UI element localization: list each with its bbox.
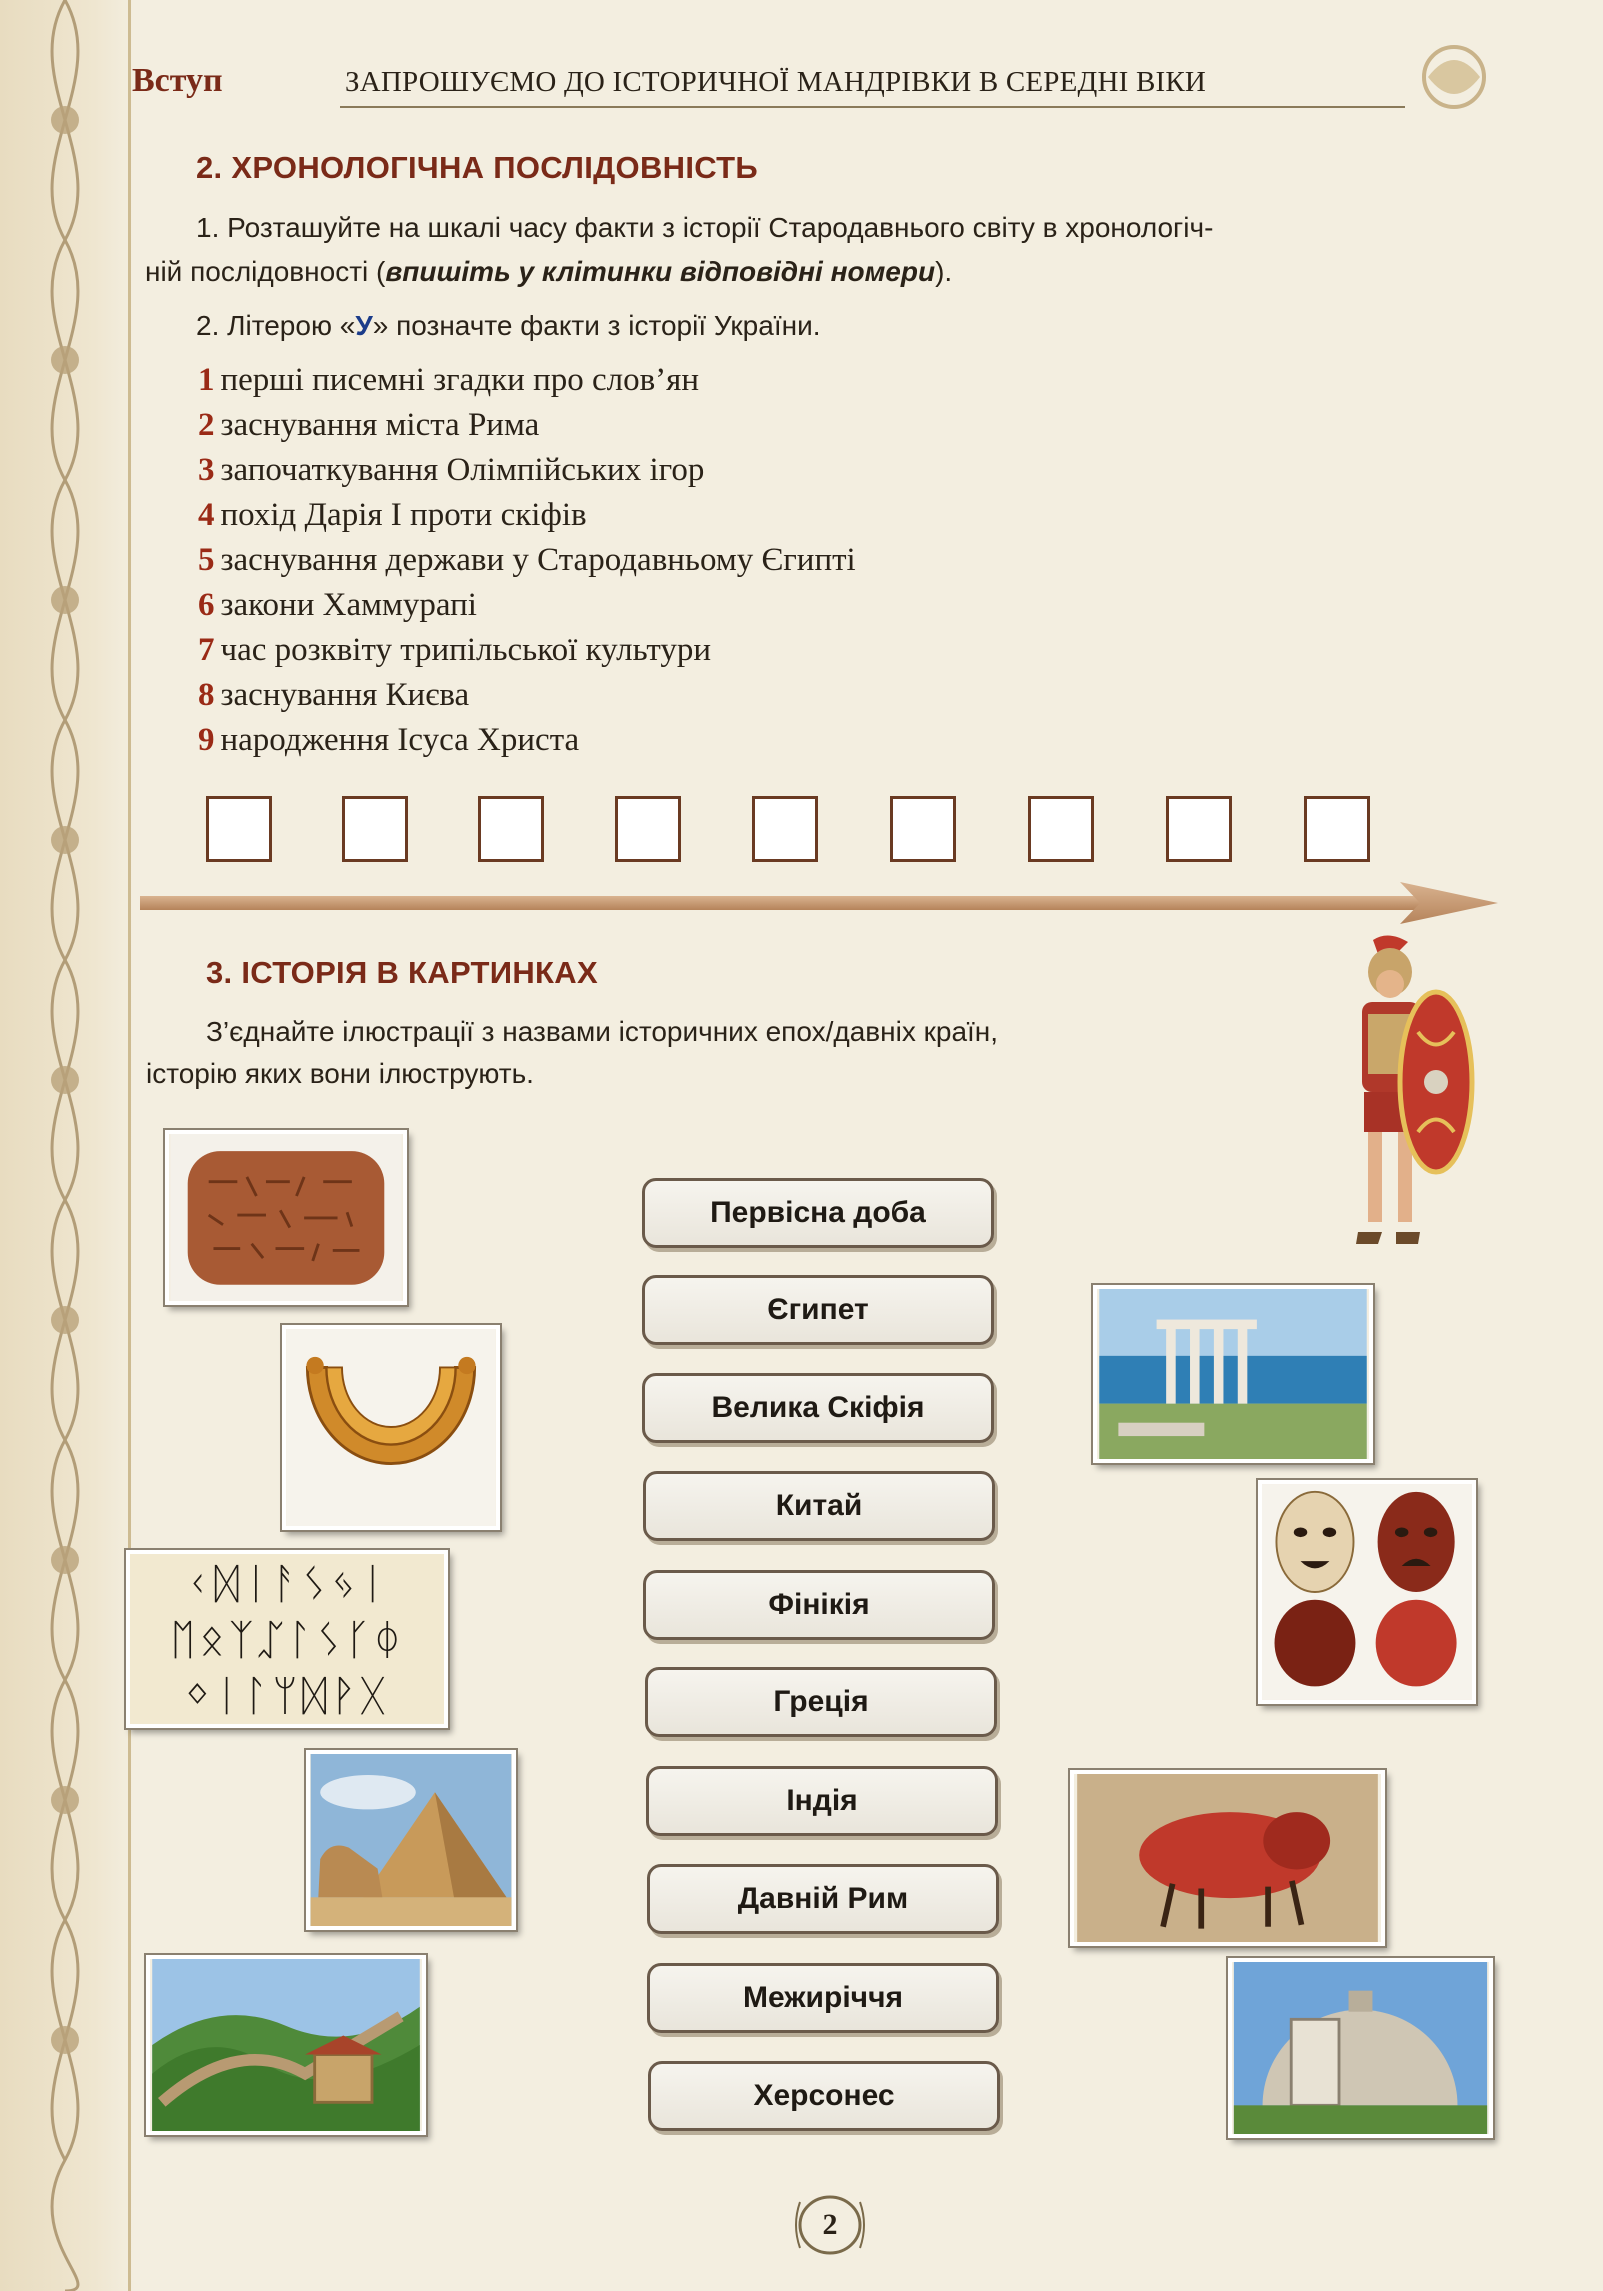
fact-number: 3: [198, 452, 215, 488]
great-wall-image[interactable]: [146, 1955, 426, 2135]
task2-letter: У: [355, 310, 373, 341]
label-button-7[interactable]: Індія: [646, 1766, 998, 1836]
fact-number: 4: [198, 497, 215, 533]
label-button-6[interactable]: Греція: [645, 1667, 997, 1737]
task1-line1: 1. Розташуйте на шкалі часу факти з історії Стародавнього світу в хронологіч-: [196, 212, 1214, 243]
fact-text: закони Хаммурапі: [220, 587, 477, 623]
fact-text: заснування держави у Стародавньому Єгипті: [220, 542, 856, 578]
header-section: Вступ: [132, 62, 223, 99]
label-button-3[interactable]: Велика Скіфія: [642, 1373, 994, 1443]
task1-italic: впишіть у клітинки відповідні номери: [385, 256, 936, 287]
task1-text: ній послідовності (: [145, 256, 386, 287]
emblem-icon: [1408, 38, 1500, 116]
label-button-2[interactable]: Єгипет: [642, 1275, 994, 1345]
fact-text: заснування Києва: [220, 677, 470, 713]
great-wall-icon: [150, 1959, 422, 2131]
task2-text-end: » позначте факти з історії України.: [372, 310, 821, 341]
pectoral-icon: [286, 1329, 496, 1526]
timeline-box-2[interactable]: [342, 796, 408, 862]
fact-text: започаткування Олімпійських ігор: [220, 452, 705, 488]
fact-number: 5: [198, 542, 215, 578]
timeline-arrow-icon: [140, 880, 1500, 930]
timeline-box-4[interactable]: [615, 796, 681, 862]
list-item: [198, 538, 856, 583]
fact-number: 6: [198, 587, 215, 623]
fact-text: похід Дарія І проти скіфів: [220, 497, 587, 533]
clay-tablet-icon: [169, 1134, 403, 1301]
label-button-10[interactable]: Херсонес: [648, 2061, 1000, 2131]
alphabet-row: ᛜᛁᛚᛘᛞᚹᚷ: [184, 1671, 390, 1720]
decorative-border: [0, 0, 135, 2291]
header-rule: [340, 106, 1405, 108]
section3-title: 3. ІСТОРІЯ В КАРТИНКАХ: [206, 955, 598, 990]
list-item: [198, 493, 856, 538]
chersonesus-image[interactable]: [1093, 1285, 1373, 1463]
alphabet-row: ᛖᛟᛉᛢᛚᛊᚴᛰ: [170, 1615, 404, 1664]
floral-ornament-icon: [0, 0, 130, 2291]
pyramid-sphinx-icon: [310, 1754, 512, 1926]
scythian-pectoral-image[interactable]: [282, 1325, 500, 1530]
theatre-masks-icon: [1262, 1484, 1472, 1700]
fact-number: 1: [198, 362, 215, 398]
timeline-box-6[interactable]: [890, 796, 956, 862]
label-button-9[interactable]: Межиріччя: [647, 1963, 999, 2033]
fact-text: народження Ісуса Христа: [220, 722, 580, 758]
fact-text: заснування міста Рима: [220, 407, 540, 443]
list-item: [198, 628, 856, 673]
timeline-box-3[interactable]: [478, 796, 544, 862]
header-title: ЗАПРОШУЄМО ДО ІСТОРИЧНОЇ МАНДРІВКИ В СЕРЕДНІ ВІКИ: [345, 66, 1207, 98]
label-button-5[interactable]: Фінікія: [643, 1570, 995, 1640]
timeline-box-8[interactable]: [1166, 796, 1232, 862]
task1-end: ).: [935, 256, 953, 287]
list-item: [198, 718, 856, 763]
task2-text: 2. Літерою «: [196, 310, 356, 341]
timeline-box-7[interactable]: [1028, 796, 1094, 862]
list-item: [198, 358, 856, 403]
task3-line2: історію яких вони ілюструють.: [146, 1058, 534, 1089]
timeline-box-9[interactable]: [1304, 796, 1370, 862]
fact-number: 2: [198, 407, 215, 443]
alphabet-text: [130, 1554, 444, 1724]
theatre-masks-image[interactable]: [1258, 1480, 1476, 1704]
task2-line: [196, 304, 1496, 348]
label-button-1[interactable]: Первісна доба: [642, 1178, 994, 1248]
pyramids-image[interactable]: [306, 1750, 516, 1930]
alphabet-row: ᚲᛞᛁᚨᛊᛃᛁ: [184, 1559, 390, 1608]
clay-tablet-image[interactable]: [165, 1130, 407, 1305]
fact-number: 9: [198, 722, 215, 758]
fact-number: 8: [198, 677, 215, 713]
cave-bison-icon: [1074, 1774, 1381, 1942]
timeline-box-5[interactable]: [752, 796, 818, 862]
task1-line2: [145, 250, 1505, 294]
section2-title: 2. ХРОНОЛОГІЧНА ПОСЛІДОВНІСТЬ: [196, 150, 758, 185]
list-item: [198, 673, 856, 718]
fact-number: 7: [198, 632, 215, 668]
task3-line1: З’єднайте ілюстрації з назвами історичних епох/давніх країн,: [206, 1016, 999, 1047]
fact-text: перші писемні згадки про слов’ян: [220, 362, 699, 398]
cave-painting-image[interactable]: [1070, 1770, 1385, 1946]
stupa-icon: [1232, 1962, 1489, 2134]
page-number: [790, 2190, 870, 2260]
list-item: [198, 403, 856, 448]
ruins-columns-icon: [1097, 1289, 1369, 1459]
roman-soldier-icon: [1318, 932, 1478, 1262]
list-item: [198, 448, 856, 493]
list-item: [198, 583, 856, 628]
stupa-image[interactable]: [1228, 1958, 1493, 2138]
phoenician-alphabet-image[interactable]: [126, 1550, 448, 1728]
label-button-4[interactable]: Китай: [643, 1471, 995, 1541]
label-button-8[interactable]: Давній Рим: [647, 1864, 999, 1934]
page-number-text: 2: [822, 2208, 838, 2241]
timeline-box-1[interactable]: [206, 796, 272, 862]
fact-text: час розквіту трипільської культури: [220, 632, 712, 668]
facts-list: [198, 358, 856, 763]
